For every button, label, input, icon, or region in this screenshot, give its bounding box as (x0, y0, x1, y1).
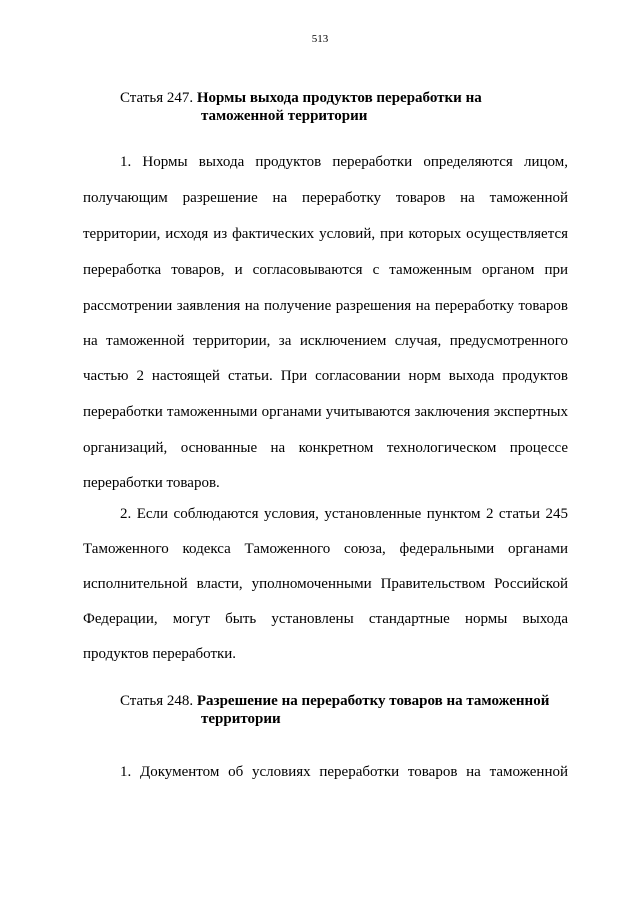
para-247-2-line: продуктов переработки. (83, 646, 237, 662)
article-248-title-line1: Разрешение на переработку товаров на таможенной (196, 693, 550, 709)
para-247-1-line: организаций, основанные на конкретном технологическом процессе (83, 440, 568, 456)
article-247-label: Статья 247. (120, 90, 194, 106)
article-247-title-line1: Нормы выхода продуктов переработки на (196, 90, 482, 106)
article-248-label: Статья 248. (120, 693, 194, 709)
para-247-1-line: 1. Нормы выхода продуктов переработки определяются лицом, (120, 154, 568, 170)
para-247-2-line: исполнительной власти, уполномоченными Правительством Российской (83, 576, 568, 592)
article-247-title-line2: таможенной территории (201, 108, 368, 124)
para-247-1-line: переработки товаров. (83, 475, 220, 491)
para-247-1-line: переработки таможенными органами учитываются заключения экспертных (83, 404, 568, 420)
para-247-1-line: на таможенной территории, за исключением случая, предусмотренного (83, 333, 568, 349)
article-248-heading (120, 692, 549, 728)
para-247-1-line: рассмотрении заявления на получение разрешения на переработку товаров (83, 298, 568, 314)
para-247-1-line: территории, исходя из фактических условий, при которых осуществляется (83, 226, 568, 242)
para-247-1-line: получающим разрешение на переработку товаров на таможенной (83, 190, 568, 206)
para-247-2-line: Таможенного кодекса Таможенного союза, федеральными органами (83, 541, 568, 557)
page-number: 513 (311, 33, 329, 45)
article-248-title-line2: территории (201, 711, 281, 727)
para-247-2-line: Федерации, могут быть установлены стандартные нормы выхода (83, 611, 568, 627)
para-247-1-line: переработка товаров, и согласовываются с таможенным органом при (83, 262, 568, 278)
article-247-heading (120, 89, 482, 125)
para-247-2-line: 2. Если соблюдаются условия, установленные пунктом 2 статьи 245 (120, 506, 568, 522)
para-248-1-line: 1. Документом об условиях переработки товаров на таможенной (120, 764, 568, 780)
para-247-1-line: частью 2 настоящей статьи. При согласовании норм выхода продуктов (83, 368, 568, 384)
